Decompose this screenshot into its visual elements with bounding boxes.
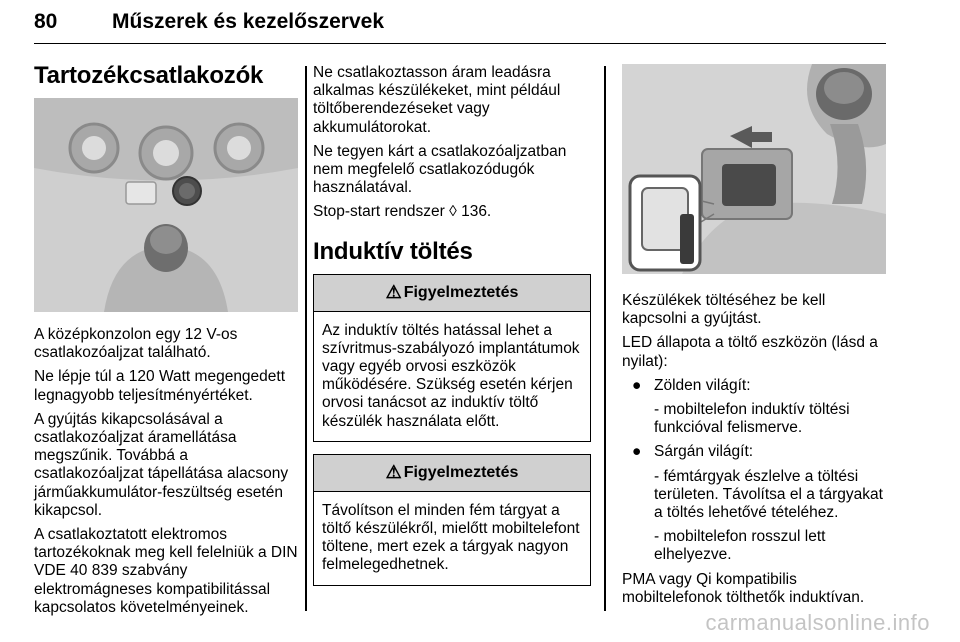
paragraph: LED állapota a töltő eszközön (lásd a nyilat): [622, 334, 878, 370]
warning-header [314, 455, 590, 492]
sub-item: - mobiltelefon induktív töltési funkcióval felismerve. [654, 401, 850, 437]
column-divider [604, 66, 606, 611]
bullet-label: Sárgán világít: [654, 443, 754, 461]
warning-header [314, 275, 590, 312]
column-divider [305, 66, 307, 611]
paragraph: Ne csatlakoztasson áram leadásra alkalmas készülékeket, mint például töltőberendezéseket vagy akkumulátorokat. [313, 64, 561, 136]
warning-heading: Figyelmeztetés [403, 463, 519, 481]
paragraph: Ne lépje túl a 120 Watt megengedett legnagyobb teljesítményértéket. [34, 368, 286, 404]
paragraph: Készülékek töltéséhez be kell kapcsolni a gyújtást. [622, 292, 826, 328]
inductive-charging-tray-photo [622, 64, 886, 274]
chapter-title: Műszerek és kezelőszervek [112, 10, 385, 33]
warning-box [313, 274, 591, 442]
paragraph: Ne tegyen kárt a csatlakozóaljzatban nem megfelelő csatlakozódugók használatával. [313, 142, 567, 197]
center-console-socket-photo-icon [34, 98, 298, 312]
section-title-accessory-sockets: Tartozékcsatlakozók [34, 62, 264, 89]
center-console-socket-photo [34, 98, 298, 312]
watermark: carmanualsonline.info [705, 610, 930, 635]
page-header [34, 10, 886, 44]
paragraph: Stop-start rendszer ◊ 136. [313, 203, 492, 221]
paragraph: A gyújtás kikapcsolásával a csatlakozóaljzat áramellátása megszűnik. Továbbá a csatlakozóaljzat tápellátása alacsony járműakkumulátor-feszültség esetén kikapcsol. [34, 410, 289, 519]
column-3 [622, 64, 888, 613]
sub-item: - fémtárgyak észlelve a töltési területen. Távolítsa el a tárgyakat a töltés lehetővé tételéhez. [654, 467, 883, 522]
bullet-icon: ● [632, 376, 642, 394]
warning-heading: Figyelmeztetés [403, 283, 519, 301]
paragraph: A csatlakoztatott elektromos tartozékoknak meg kell felelniük a DIN VDE 40 839 szabvány elektromágneses kompatibilitással kapcsolatos követelményeinek. [34, 526, 298, 616]
sub-item: - mobiltelefon rosszul lett elhelyezve. [654, 528, 826, 564]
page-number: 80 [34, 10, 58, 33]
section-title-inductive-charging: Induktív töltés [313, 237, 473, 265]
warning-text: Távolítson el minden fém tárgyat a töltő készülékről, mielőtt mobiltelefont töltene, mert ezek a tárgyak nagyon felmelegedhetnek. [322, 501, 580, 574]
warning-triangle-icon: ⚠ [385, 462, 402, 483]
paragraph: A középkonzolon egy 12 V-os csatlakozóaljzat található. [34, 326, 238, 362]
bullet-label: Zölden világít: [654, 376, 751, 394]
list-item [622, 443, 888, 461]
paragraph: PMA vagy Qi kompatibilis mobiltelefonok tölthetők induktívan. [622, 570, 865, 606]
list-item [622, 377, 888, 395]
warning-box [313, 454, 591, 586]
inductive-charging-tray-photo-icon [622, 64, 886, 274]
column-1 [34, 62, 300, 623]
warning-triangle-icon: ⚠ [385, 282, 402, 303]
warning-text: Az induktív töltés hatással lehet a szívritmus-szabályozó implantátumok vagy egyéb orvosi eszközök működésére. Szükség esetén kérjen orvosi tanácsot az induktív töltő készülék használata előtt. [322, 321, 580, 430]
bullet-icon: ● [632, 443, 642, 461]
column-2 [313, 64, 591, 586]
